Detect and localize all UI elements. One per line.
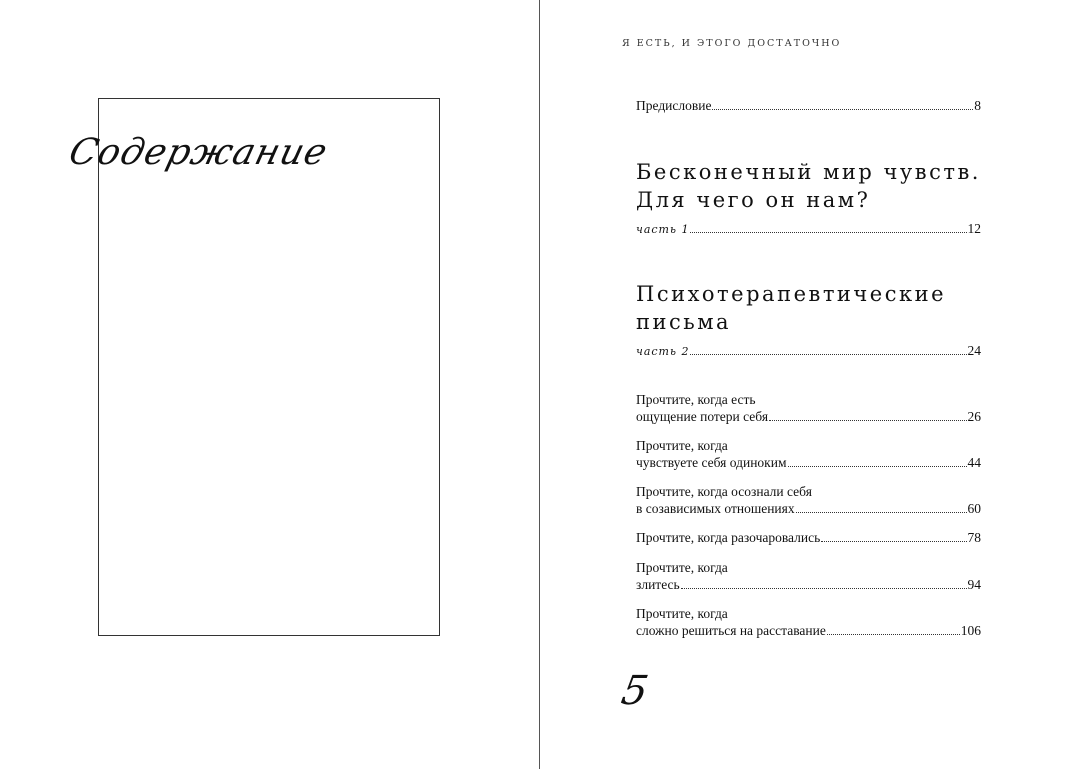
toc-entry-2-line1: Прочтите, когда — [636, 438, 728, 453]
contents-script-title: Содержание — [64, 132, 333, 173]
toc-entry-2[interactable] — [636, 455, 981, 471]
toc-entry-5-label: злитесь — [636, 577, 680, 592]
part-2-label: часть 2 — [636, 345, 690, 358]
toc-entry-1-line1: Прочтите, когда есть — [636, 392, 756, 407]
toc-entry-5-line1: Прочтите, когда — [636, 560, 728, 575]
toc-entry-1[interactable] — [636, 409, 981, 425]
toc-leader — [827, 633, 960, 635]
section-title-2-line2: письма — [636, 310, 732, 334]
section-title-1 — [636, 158, 996, 214]
toc-leader — [821, 540, 966, 542]
toc-leader — [690, 231, 966, 233]
toc-leader — [681, 587, 967, 589]
section-title-1-line1: Бесконечный мир чувств. — [636, 160, 981, 184]
page-number: 5 — [617, 668, 652, 714]
toc-entry-6-page: 106 — [960, 623, 981, 638]
page-gutter — [539, 0, 540, 769]
part-1-label: часть 1 — [636, 223, 690, 236]
toc-entry-3[interactable] — [636, 501, 981, 517]
section-title-2 — [636, 280, 996, 336]
toc-entry-4[interactable] — [636, 530, 981, 546]
toc-entry-1-page: 26 — [967, 409, 981, 424]
toc-entry-1-label: ощущение потери себя — [636, 409, 769, 424]
toc-leader — [788, 465, 967, 467]
toc-part-1[interactable] — [636, 221, 981, 237]
toc-part-2[interactable] — [636, 343, 981, 359]
toc-entry-5-page: 94 — [967, 577, 981, 592]
toc-preface-page: 8 — [974, 98, 981, 113]
left-page-frame — [98, 98, 440, 636]
section-title-1-line2: Для чего он нам? — [636, 188, 871, 212]
toc-preface[interactable] — [636, 98, 981, 114]
toc-entry-5[interactable] — [636, 577, 981, 593]
part-1-page: 12 — [967, 221, 981, 236]
toc-leader — [769, 419, 966, 421]
section-title-2-line1: Психотерапевтические — [636, 282, 947, 306]
toc-preface-label: Предисловие — [636, 98, 712, 113]
toc-entry-6[interactable] — [636, 623, 981, 639]
toc-entry-3-line1: Прочтите, когда осознали себя — [636, 484, 812, 499]
toc-entry-4-label: Прочтите, когда разочаровались — [636, 530, 821, 545]
toc-entry-6-label: сложно решиться на расставание — [636, 623, 826, 638]
toc-leader — [796, 511, 967, 513]
toc-leader — [690, 353, 966, 355]
toc-entry-4-page: 78 — [967, 530, 981, 545]
toc-entry-6-line1: Прочтите, когда — [636, 606, 728, 621]
toc-entry-2-page: 44 — [967, 455, 981, 470]
toc-entry-2-label: чувствуете себя одиноким — [636, 455, 787, 470]
toc-entry-3-page: 60 — [967, 501, 981, 516]
part-2-page: 24 — [967, 343, 981, 358]
running-head: Я ЕСТЬ, И ЭТОГО ДОСТАТОЧНО — [622, 38, 842, 49]
toc-entry-3-label: в созависимых отношениях — [636, 501, 795, 516]
toc-leader — [712, 108, 973, 110]
